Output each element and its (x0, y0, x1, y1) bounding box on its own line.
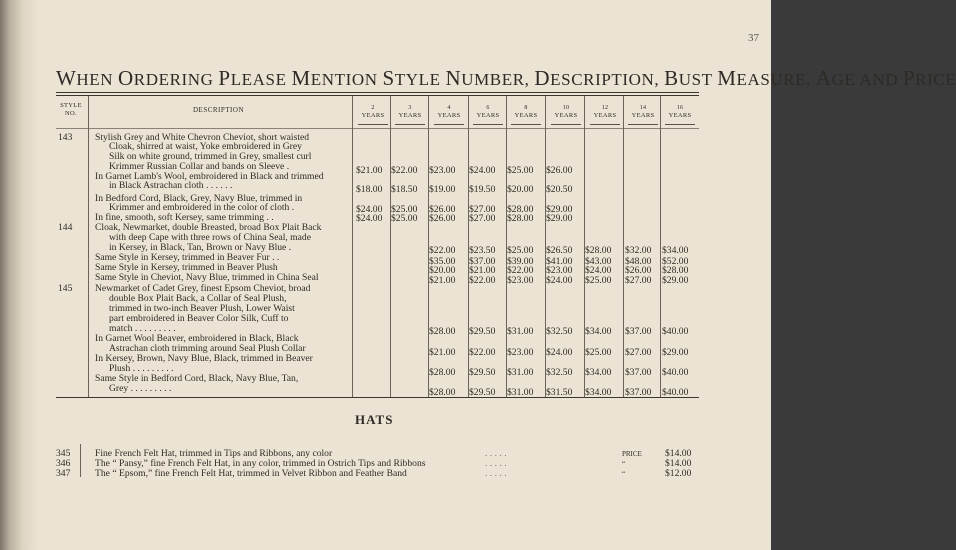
header-age-underline (473, 124, 503, 125)
price-cell: $28.00 (429, 367, 456, 378)
style-number: 143 (58, 132, 73, 143)
hat-description: Fine French Felt Hat, trimmed in Tips and Ribbons, any color (95, 448, 333, 459)
hats-divider (80, 444, 81, 477)
price-cell: $27.00 (625, 347, 652, 358)
header-age-number: 8 (524, 105, 528, 111)
price-cell: $37.00 (469, 256, 496, 267)
header-age-label: YEARS (514, 112, 538, 119)
headline-rest: ESCRIPTION, (550, 70, 660, 89)
price-cell: $52.00 (662, 256, 689, 267)
price-cell: $28.00 (662, 265, 689, 276)
headline-rest: ENTION (310, 70, 378, 89)
header-age-underline (511, 124, 541, 125)
price-cell: $24.00 (546, 275, 573, 286)
header-age-number: 14 (639, 105, 647, 111)
price-cell: $35.00 (429, 256, 456, 267)
hat-price-label: “ (622, 470, 626, 478)
hat-price: $14.00 (665, 458, 692, 469)
hat-style-number: 346 (56, 458, 71, 469)
price-cell: $34.00 (585, 387, 612, 398)
header-age-label: YEARS (437, 112, 461, 119)
header-age-underline (551, 124, 581, 125)
hats-title: HATS (355, 412, 394, 427)
header-age-number: 2 (371, 105, 375, 111)
price-cell: $31.00 (507, 367, 534, 378)
description-line: match . . . . . . . . . (109, 323, 176, 334)
price-cell: $22.00 (469, 347, 496, 358)
price-cell: $20.00 (507, 184, 534, 195)
price-cell: $18.50 (391, 184, 418, 195)
description-line: with deep Cape with three rows of China Seal, made (109, 232, 311, 243)
header-age-label: YEARS (554, 112, 578, 119)
description-line: In Bedford Cord, Black, Grey, Navy Blue, trimmed in (95, 193, 303, 204)
header-age-number: 3 (408, 105, 412, 111)
hat-price: $14.00 (665, 448, 692, 459)
header-age-underline (590, 124, 620, 125)
price-cell: $27.00 (469, 204, 496, 215)
price-cell: $21.00 (429, 275, 456, 286)
price-cell: $24.00 (546, 347, 573, 358)
header-bottom-rule (56, 128, 699, 129)
style-number: 145 (58, 283, 73, 294)
description-line: double Box Plait Back, a Collar of Seal Plush, (109, 293, 287, 304)
header-age-underline (665, 124, 695, 125)
price-cell: $25.00 (507, 165, 534, 176)
header-age-number: 10 (562, 105, 570, 111)
price-cell: $23.00 (507, 347, 534, 358)
headline-rest: GE AND (831, 70, 899, 89)
price-cell: $27.00 (625, 275, 652, 286)
headline-word (218, 66, 287, 90)
price-cell: $26.00 (625, 265, 652, 276)
hat-description: The “ Pansy,” fine French Felt Hat, in any color, trimmed in Ostrich Tips and Ribbons (95, 458, 426, 469)
hat-price: $12.00 (665, 468, 692, 479)
price-cell: $28.00 (507, 213, 534, 224)
hat-style-number: 345 (56, 448, 71, 459)
price-cell: $23.00 (546, 265, 573, 276)
header-style-no (56, 102, 86, 118)
price-cell: $34.00 (662, 245, 689, 256)
header-age-underline (358, 124, 388, 125)
header-age-label: YEARS (361, 112, 385, 119)
price-cell: $28.00 (429, 326, 456, 337)
price-cell: $29.00 (546, 213, 573, 224)
hat-dots: . . . . . (485, 458, 507, 469)
description-line: in Kersey, in Black, Tan, Brown or Navy Blue . (109, 242, 292, 253)
header-age-label: YEARS (593, 112, 617, 119)
price-cell: $22.00 (469, 275, 496, 286)
price-cell: $31.50 (546, 387, 573, 398)
description-line: Krimmer and embroidered in the color of cloth . (109, 202, 295, 213)
header-description: DESCRIPTION (193, 106, 245, 114)
headline-cap: P (218, 66, 231, 90)
price-cell: $23.00 (507, 275, 534, 286)
price-cell: $24.00 (469, 165, 496, 176)
price-cell: $29.00 (662, 347, 689, 358)
price-cell: $39.00 (507, 256, 534, 267)
price-cell: $37.00 (625, 367, 652, 378)
price-cell: $21.00 (469, 265, 496, 276)
price-cell: $26.50 (546, 245, 573, 256)
description-line: Plush . . . . . . . . . (109, 363, 174, 374)
price-cell: $25.00 (585, 347, 612, 358)
headline-cap: A (815, 66, 832, 90)
page-headline (56, 66, 956, 91)
description-line: Same Style in Kersey, trimmed in Beaver Plush (95, 262, 278, 273)
header-age-label: YEARS (668, 112, 692, 119)
price-cell: $34.00 (585, 326, 612, 337)
header-age-label: YEARS (398, 112, 422, 119)
price-cell: $26.00 (429, 204, 456, 215)
headline-rest: UST (678, 70, 713, 89)
description-line: in Black Astrachan cloth . . . . . . (109, 180, 233, 191)
price-cell: $29.50 (469, 326, 496, 337)
price-cell: $26.00 (546, 165, 573, 176)
price-cell: $40.00 (662, 387, 689, 398)
hat-dots: . . . . . (485, 448, 507, 459)
description-line: Newmarket of Cadet Grey, finest Epsom Cheviot, broad (95, 283, 311, 294)
price-cell: $23.00 (429, 165, 456, 176)
column-divider (390, 96, 391, 397)
headline-word (445, 66, 530, 90)
headline-word (382, 66, 441, 90)
price-cell: $32.50 (546, 326, 573, 337)
price-cell: $37.00 (625, 387, 652, 398)
headline-word (534, 66, 660, 90)
description-line: part embroidered in Beaver Color Silk, Cuff to (109, 313, 289, 324)
headline-cap: S (382, 66, 395, 90)
book-gutter (0, 0, 38, 550)
headline-word (717, 66, 812, 90)
header-age-14 (625, 104, 661, 120)
price-cell: $34.00 (585, 367, 612, 378)
price-cell: $19.50 (469, 184, 496, 195)
headline-word (291, 66, 378, 90)
description-line: Cloak, shirred at waist, Yoke embroidered in Grey (109, 141, 302, 152)
price-cell: $28.00 (429, 387, 456, 398)
price-cell: $20.50 (546, 184, 573, 195)
header-age-underline (628, 124, 658, 125)
price-cell: $25.00 (391, 204, 418, 215)
price-cell: $22.00 (507, 265, 534, 276)
header-age-label: YEARS (631, 112, 655, 119)
description-line: In Garnet Lamb's Wool, embroidered in Black and trimmed (95, 171, 324, 182)
price-cell: $41.00 (546, 256, 573, 267)
price-cell: $24.00 (356, 213, 383, 224)
headline-rest: LEASE (230, 70, 287, 89)
headline-rest: EASURE, (736, 70, 812, 89)
header-age-number: 16 (676, 105, 684, 111)
price-cell: $26.00 (429, 213, 456, 224)
description-line: Astrachan cloth trimming around Seal Plush Collar (109, 343, 306, 354)
price-cell: $19.00 (429, 184, 456, 195)
price-cell: $28.00 (585, 245, 612, 256)
header-age-2 (355, 104, 391, 120)
price-cell: $25.00 (585, 275, 612, 286)
price-cell: $37.00 (625, 326, 652, 337)
header-age-underline (434, 124, 464, 125)
description-line: Cloak, Newmarket, double Breasted, broad Box Plait Back (95, 222, 322, 233)
price-cell: $40.00 (662, 326, 689, 337)
column-divider (660, 96, 661, 397)
hat-price-label: “ (622, 460, 626, 468)
price-cell: $29.50 (469, 387, 496, 398)
header-age-number: 4 (447, 105, 451, 111)
description-line: In Garnet Wool Beaver, embroidered in Black, Black (95, 333, 299, 344)
price-cell: $20.00 (429, 265, 456, 276)
header-age-10 (548, 104, 584, 120)
price-cell: $24.00 (356, 204, 383, 215)
column-divider (623, 96, 624, 397)
header-age-4 (431, 104, 467, 120)
price-cell: $25.00 (391, 213, 418, 224)
header-age-number: 12 (601, 105, 609, 111)
headline-cap: B (664, 66, 679, 90)
headline-word (815, 66, 899, 90)
price-cell: $40.00 (662, 367, 689, 378)
price-cell: $27.00 (469, 213, 496, 224)
headline-rest: TYLE (394, 70, 441, 89)
header-age-8 (508, 104, 544, 120)
price-cell: $32.50 (546, 367, 573, 378)
header-age-label: YEARS (476, 112, 500, 119)
headline-rest: RDERING (133, 70, 214, 89)
headline-rest: HEN (76, 70, 114, 89)
price-cell: $22.00 (429, 245, 456, 256)
description-line: In fine, smooth, soft Kersey, same trimming . . (95, 212, 274, 223)
headline-rest: RICE (915, 70, 956, 89)
header-age-3 (392, 104, 428, 120)
style-number: 144 (58, 222, 73, 233)
price-cell: $48.00 (625, 256, 652, 267)
headline-cap: O (118, 66, 134, 90)
price-cell: $29.50 (469, 367, 496, 378)
price-cell: $21.00 (429, 347, 456, 358)
headline-cap: W (56, 66, 77, 90)
description-line: Stylish Grey and White Chevron Cheviot, short waisted (95, 132, 310, 143)
price-cell: $18.00 (356, 184, 383, 195)
headline-word (118, 66, 214, 90)
headline-cap: N (445, 66, 462, 90)
header-style-label: STYLE (60, 102, 82, 109)
description-line: Same Style in Cheviot, Navy Blue, trimmed in China Seal (95, 272, 319, 283)
description-line: Silk on white ground, trimmed in Grey, smallest curl (109, 151, 312, 162)
header-age-12 (587, 104, 623, 120)
column-divider (352, 96, 353, 397)
price-cell: $29.00 (662, 275, 689, 286)
headline-word (56, 66, 114, 90)
description-line: Krimmer Russian Collar and bands on Sleeve . (109, 161, 290, 172)
price-cell: $43.00 (585, 256, 612, 267)
column-divider (88, 96, 89, 397)
headline-word (902, 66, 956, 90)
header-age-underline (395, 124, 425, 125)
header-no-label: NO. (65, 110, 77, 117)
headline-cap: M (291, 66, 311, 90)
table-top-rule (56, 95, 699, 96)
price-cell: $31.00 (507, 387, 534, 398)
description-line: trimmed in two-inch Beaver Plush, Lower Waist (109, 303, 295, 314)
price-cell: $24.00 (585, 265, 612, 276)
headline-word (664, 66, 713, 90)
headline-rule (56, 92, 699, 93)
description-line: In Kersey, Brown, Navy Blue, Black, trimmed in Beaver (95, 353, 313, 364)
price-cell: $28.00 (507, 204, 534, 215)
price-cell: $21.00 (356, 165, 383, 176)
description-line: Same Style in Kersey, trimmed in Beaver Fur . . (95, 252, 280, 263)
price-cell: $31.00 (507, 326, 534, 337)
header-age-6 (470, 104, 506, 120)
description-line: Grey . . . . . . . . . (109, 383, 172, 394)
price-cell: $29.00 (546, 204, 573, 215)
headline-cap: D (534, 66, 551, 90)
headline-rest: UMBER, (461, 70, 530, 89)
hat-description: The “ Epsom,” fine French Felt Hat, trimmed in Velvet Ribbon and Feather Band (95, 468, 407, 479)
headline-cap: P (902, 66, 916, 90)
price-cell: $22.00 (391, 165, 418, 176)
hat-style-number: 347 (56, 468, 71, 479)
page-number: 37 (748, 32, 759, 44)
price-cell: $25.00 (507, 245, 534, 256)
price-cell: $32.00 (625, 245, 652, 256)
header-age-number: 6 (486, 105, 490, 111)
hat-price-label: PRICE (622, 450, 642, 458)
description-line: Same Style in Bedford Cord, Black, Navy Blue, Tan, (95, 373, 299, 384)
price-cell: $23.50 (469, 245, 496, 256)
headline-cap: M (717, 66, 737, 90)
hat-dots: . . . . . (485, 468, 507, 479)
header-age-16 (662, 104, 698, 120)
